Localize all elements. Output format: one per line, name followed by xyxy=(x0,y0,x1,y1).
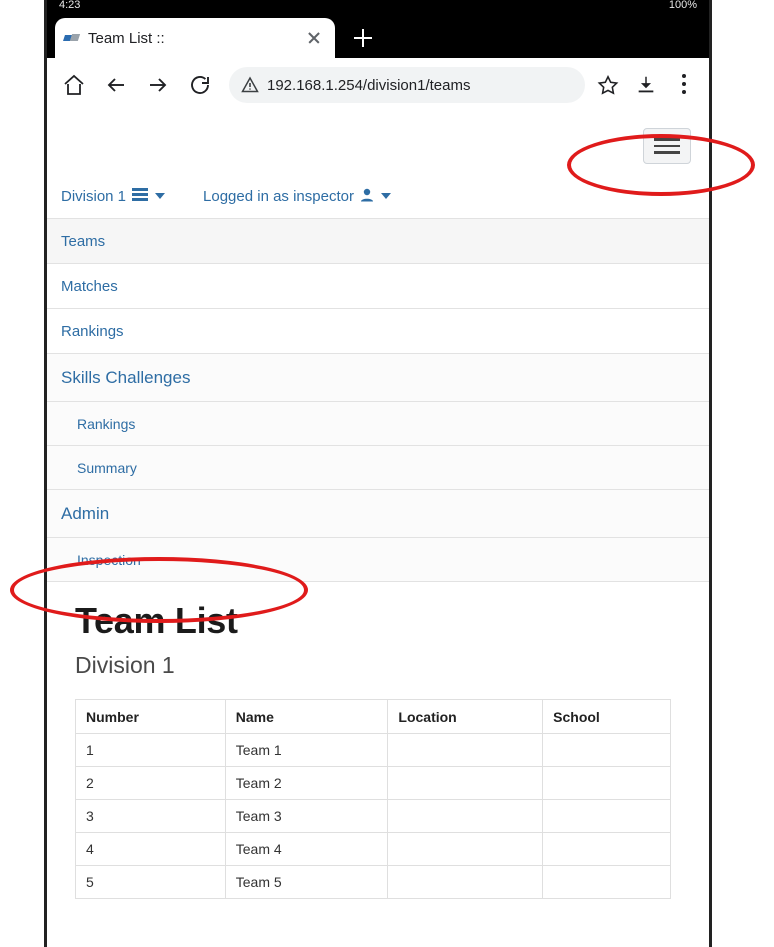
nav-item-label: Teams xyxy=(61,232,106,250)
table-row xyxy=(76,800,671,833)
url-text: 192.168.1.254/division1/teams xyxy=(267,76,471,94)
nav-item-label: Rankings xyxy=(61,322,124,340)
division-dropdown[interactable] xyxy=(61,187,165,205)
column-header-name: Name xyxy=(225,700,388,734)
team-list-table xyxy=(75,699,671,899)
device-frame xyxy=(44,0,712,947)
cell-school xyxy=(543,866,671,899)
nav-item-label: Skills Challenges xyxy=(61,367,191,387)
column-header-number: Number xyxy=(76,700,226,734)
nav-item-label: Inspection xyxy=(77,551,141,568)
nav-group-admin[interactable] xyxy=(47,490,709,538)
nav-item-skills-summary[interactable] xyxy=(47,446,709,490)
cell-location xyxy=(388,800,543,833)
nav-item-label: Summary xyxy=(77,459,137,476)
division-label: Division 1 xyxy=(61,187,127,205)
nav-group-skills-challenges[interactable] xyxy=(47,354,709,402)
user-dropdown[interactable] xyxy=(203,187,391,205)
back-icon[interactable] xyxy=(95,64,137,106)
cell-name: Team 3 xyxy=(225,800,388,833)
nav-list xyxy=(47,218,709,582)
cell-number: 1 xyxy=(76,734,226,767)
chevron-down-icon xyxy=(155,193,165,199)
cell-number: 2 xyxy=(76,767,226,800)
browser-toolbar xyxy=(47,58,709,112)
navbar-header xyxy=(47,112,709,174)
three-dot-menu-icon[interactable] xyxy=(665,66,703,104)
cell-name: Team 1 xyxy=(225,734,388,767)
cell-school xyxy=(543,833,671,866)
chevron-down-icon xyxy=(381,193,391,199)
not-secure-icon[interactable] xyxy=(241,76,259,94)
nav-item-teams[interactable] xyxy=(47,219,709,264)
table-row xyxy=(76,734,671,767)
nav-item-rankings[interactable] xyxy=(47,309,709,354)
user-label: Logged in as inspector xyxy=(203,187,354,205)
status-time: 4:23 xyxy=(59,0,81,11)
person-icon xyxy=(360,188,374,206)
nav-item-label: Admin xyxy=(61,503,110,523)
reload-icon[interactable] xyxy=(179,64,221,106)
page-content xyxy=(47,112,709,947)
navbar-context xyxy=(47,174,709,218)
cell-number: 3 xyxy=(76,800,226,833)
grid-icon xyxy=(132,188,148,206)
forward-icon[interactable] xyxy=(137,64,179,106)
cell-name: Team 2 xyxy=(225,767,388,800)
page-title: Team List xyxy=(75,600,238,641)
status-battery: 100% xyxy=(668,0,697,11)
main-content xyxy=(47,582,709,899)
cell-number: 5 xyxy=(76,866,226,899)
nav-item-matches[interactable] xyxy=(47,264,709,309)
cell-school xyxy=(543,800,671,833)
cell-location xyxy=(388,866,543,899)
close-icon[interactable] xyxy=(301,25,327,51)
new-tab-button[interactable] xyxy=(347,22,379,54)
nav-item-label: Rankings xyxy=(77,415,136,432)
cell-number: 4 xyxy=(76,833,226,866)
tab-strip xyxy=(47,14,709,58)
tab-title: Team List :: xyxy=(88,29,165,47)
browser-tab[interactable] xyxy=(55,18,335,58)
home-icon[interactable] xyxy=(53,64,95,106)
cell-name: Team 5 xyxy=(225,866,388,899)
cell-location xyxy=(388,767,543,800)
column-header-location: Location xyxy=(388,700,543,734)
cell-location xyxy=(388,833,543,866)
nav-item-skills-rankings[interactable] xyxy=(47,402,709,446)
menu-toggle-button[interactable] xyxy=(643,128,691,164)
download-icon[interactable] xyxy=(627,66,665,104)
nav-item-label: Matches xyxy=(61,277,118,295)
table-header-row xyxy=(76,700,671,734)
status-bar xyxy=(47,0,709,14)
column-header-school: School xyxy=(543,700,671,734)
table-row xyxy=(76,833,671,866)
star-icon[interactable] xyxy=(589,66,627,104)
cell-school xyxy=(543,734,671,767)
page-subtitle: Division 1 xyxy=(75,652,175,678)
cell-name: Team 4 xyxy=(225,833,388,866)
nav-item-inspection[interactable] xyxy=(47,538,709,582)
address-bar[interactable] xyxy=(229,67,585,103)
table-row xyxy=(76,767,671,800)
table-row xyxy=(76,866,671,899)
cell-school xyxy=(543,767,671,800)
cell-location xyxy=(388,734,543,767)
site-favicon-icon xyxy=(63,30,81,46)
